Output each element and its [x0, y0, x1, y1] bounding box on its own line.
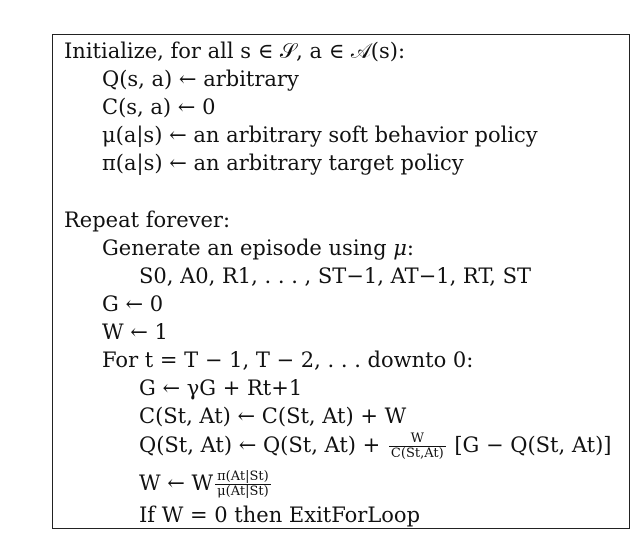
generate-text: Generate an episode using	[102, 236, 394, 260]
init-mu-line	[53, 121, 538, 149]
w-update-line	[53, 466, 273, 500]
init-pi-line	[53, 149, 464, 177]
for-text: For t = T − 1, T − 2, . . . downto 0:	[102, 348, 474, 372]
algorithm-box	[52, 34, 630, 529]
init-pi-rhs: an arbitrary target policy	[193, 151, 464, 175]
q-frac-num: W	[389, 432, 446, 447]
init-q-line	[53, 65, 299, 93]
w-update-fraction	[215, 470, 271, 499]
q-frac-den: C(St,At)	[390, 446, 444, 461]
w-update-lhs: W ← W	[139, 471, 214, 495]
c-update: C(St, At) ← C(St, At) + W	[139, 404, 407, 428]
init-header	[53, 37, 405, 65]
init-pi-lhs: π(a|s) ←	[102, 151, 194, 175]
c-update-line	[53, 402, 406, 430]
init-q-lhs: Q(s, a) ←	[102, 67, 204, 91]
episode-seq-line	[53, 262, 531, 290]
w-init: W ← 1	[102, 320, 168, 344]
w-init-line	[53, 318, 168, 346]
init-c-line	[53, 93, 215, 121]
for-line	[53, 346, 473, 374]
init-header-text: Initialize, for all s ∈ 𝒮, a ∈ 𝒜(s):	[64, 39, 406, 63]
w-frac-num: π(At|St)	[217, 469, 269, 484]
init-mu-rhs: an arbitrary soft behavior policy	[193, 123, 538, 147]
exit-text: If W = 0 then ExitForLoop	[139, 503, 421, 527]
g-update: G ← γG + Rt+1	[139, 376, 303, 400]
episode-seq: S0, A0, R1, . . . , ST−1, AT−1, RT, ST	[139, 264, 532, 288]
generate-colon: :	[406, 236, 414, 260]
q-update-line	[53, 428, 611, 462]
g-update-line	[53, 374, 302, 402]
g-init-line	[53, 290, 163, 318]
loop-header-text: Repeat forever:	[64, 208, 231, 232]
init-q-rhs: arbitrary	[203, 67, 299, 91]
q-update-lhs: Q(St, At) ← Q(St, At) +	[139, 433, 387, 457]
generate-sym: μ	[393, 236, 407, 260]
loop-header	[53, 206, 230, 234]
g-init: G ← 0	[102, 292, 164, 316]
generate-line	[53, 234, 414, 262]
q-update-fraction	[389, 432, 446, 461]
q-update-rhs: [G − Q(St, At)]	[447, 433, 612, 457]
init-c-rhs: 0	[202, 95, 216, 119]
init-mu-lhs: μ(a|s) ←	[102, 123, 194, 147]
exit-line	[53, 501, 420, 529]
init-c-lhs: C(s, a) ←	[102, 95, 203, 119]
w-frac-den: μ(At|St)	[217, 484, 269, 499]
